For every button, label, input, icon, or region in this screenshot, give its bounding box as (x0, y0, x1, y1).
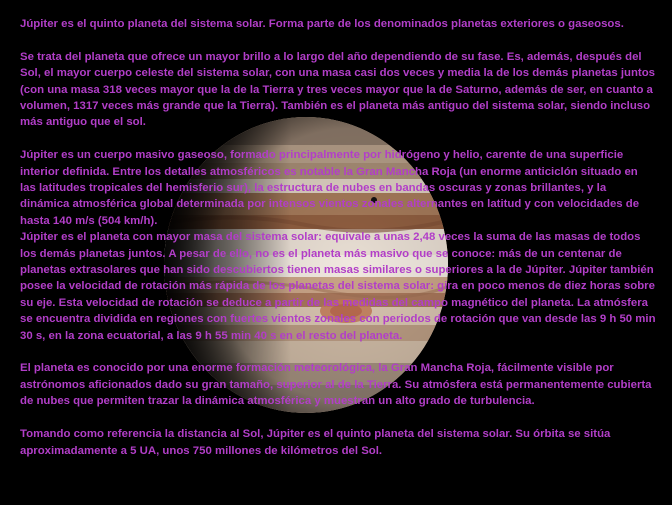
paragraph-mass-rotation: Júpiter es el planeta con mayor masa del sistema solar: equivale a unas 2,48 veces la suma de las masas de todos los demás planetas juntos. A pesar de ello, no es el planeta más masivo que se conoce: más de un centenar de planetas extrasolares que han sido descubiertos tienen masas similares o superiores a la de Júpiter. Júpiter también posee la velocidad de rotación más rápida de los planetas del sistema solar: gira en poco menos de diez horas sobre su eje. Esta velocidad de rotación se deduce a partir de las medidas del campo magnético del planeta. La atmósfera se encuentra dividida en regiones con fuertes vientos zonales con periodos de rotación que van desde las 9 h 50 min 30 s, en la zona ecuatorial, a las 9 h 55 min 40 s en el resto del planeta. (20, 231, 656, 342)
article-text (20, 16, 656, 475)
paragraph-intro: Júpiter es el quinto planeta del sistema solar. Forma parte de los denominados planetas exteriores o gaseosos. (20, 18, 624, 30)
paragraph-gas-body: Júpiter es un cuerpo masivo gaseoso, formado principalmente por hidrógeno y helio, carente de una superficie interior definida. Entre los detalles atmosféricos es notable la Gran Mancha Roja (un enorme anticiclón situado en las latitudes tropicales del hemisferio sur), la estructura de nubes en bandas oscuras y zonas brillantes, y la dinámica atmosférica global determinada por intensos vientos zonales alternantes en latitud y con velocidades de hasta 140 m/s (504 km/h). (20, 149, 640, 227)
paragraph-brightness: Se trata del planeta que ofrece un mayor brillo a lo largo del año dependiendo de su fase. Es, además, después del Sol, el mayor cuerpo celeste del sistema solar, con una masa casi dos veces y media la de los demás planetas juntos (con una masa 318 veces mayor que la de la Tierra y tres veces mayor que la de Saturno, además de ser, en cuanto a volumen, 1317 veces más grande que la Tierra). También es el planeta más antiguo del sistema solar, siendo incluso más antiguo que el sol. (20, 50, 655, 129)
paragraph-red-spot: El planeta es conocido por una enorme formación meteorológica, la Gran Mancha Roja, fácilmente visible por astrónomos aficionados dado su gran tamaño, superior al de la Tierra. Su atmósfera está permanentemente cubierta de nubes que permiten trazar la dinámica atmosférica y muestran un alto grado de turbulencia. (20, 362, 652, 408)
paragraph-orbit: Tomando como referencia la distancia al Sol, Júpiter es el quinto planeta del sistema solar. Su órbita se sitúa aproximadamente a 5 UA, unos 750 millones de kilómetros del Sol. (20, 428, 611, 457)
